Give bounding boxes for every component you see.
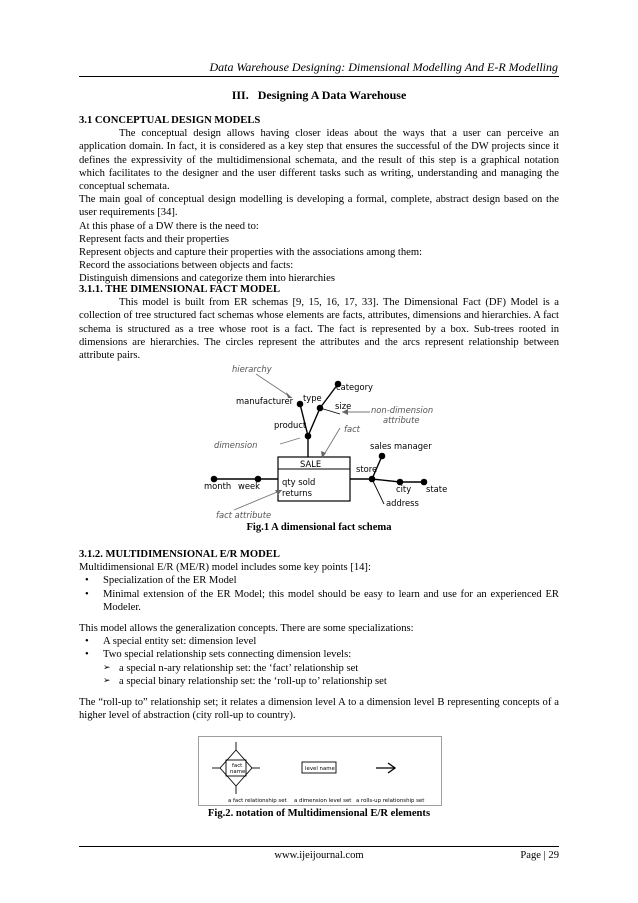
label-size: size	[335, 401, 352, 411]
list-item: • Minimal extension of the ER Model; this model should be easy to learn and use for an experienced ER Modeler.	[79, 588, 559, 614]
heading-3-1: 3.1 CONCEPTUAL DESIGN MODELS	[79, 115, 261, 126]
para-3-1-b: The main goal of conceptual design modelling is developing a formal, complete, abstract design based on the user requirements [34].	[79, 194, 559, 219]
label-store: store	[356, 464, 378, 474]
list-item: ➢ a special n-ary relationship set: the ‘fact’ relationship set	[79, 662, 559, 675]
label-non-dimension: non-dimension	[371, 405, 434, 415]
specializations-list	[79, 635, 559, 661]
footer-website: www.ijeijournal.com	[274, 850, 364, 861]
para-3-1-2-c: The “roll-up to” relationship set; it relates a dimension level A to a dimension level B representing concepts of a higher level of abstraction (city roll-up to country).	[79, 697, 559, 722]
footer-page-number: Page | 29	[520, 850, 559, 861]
para-3-1-1: This model is built from ER schemas [9, 15, 16, 17, 33]. The Dimensional Fact (DF) Model is a collection of tree structured fact schemas whose elements are facts, attributes, dimensions and hierarchies. A fact schema is structured as a tree whose root is a fact. The fact is represented by a box. Sub-trees rooted in dimensions are hierarchies. The circles represent the attributes and the arcs represent relationship between attribute pairs.	[79, 297, 559, 362]
arrow-fact-attribute	[234, 490, 282, 510]
caption-rollup-set: a rolls-up relationship set	[356, 798, 425, 804]
label-fact: fact	[344, 424, 360, 434]
label-dimension: dimension	[214, 440, 258, 450]
figure-2-mer-notation	[198, 736, 442, 806]
label-manufacturer: manufacturer	[236, 396, 294, 406]
node-product	[305, 433, 311, 439]
footer-rule	[79, 846, 559, 847]
spacer	[79, 614, 559, 622]
list-item: • A special entity set: dimension level	[79, 635, 559, 648]
label-attribute: attribute	[383, 415, 420, 425]
list-item: • Specialization of the ER Model	[79, 574, 559, 587]
para-3-1-a: The conceptual design allows having closer ideas about the ways that a user can perceive an application domain. In fact, it is considered as a key step that ensures the successful of the DW projects since it defines the expressivity of the multidimensional schemata, and the result of this step is a graphical notation which facilitates to the designer and the user different tasks such as writing, understanding and managing the conceptual schemata.	[79, 128, 559, 193]
figure-1-caption: Fig.1 A dimensional fact schema	[246, 522, 392, 533]
heading-3-1-2: 3.1.2. MULTIDIMENSIONAL E/R MODEL	[79, 549, 280, 560]
figure-1-dimensional-fact-schema	[200, 362, 450, 522]
label-sale: SALE	[300, 459, 322, 469]
running-header: Data Warehouse Designing: Dimensional Modelling And E-R Modelling	[209, 60, 558, 74]
label-hierarchy: hierarchy	[232, 364, 272, 374]
label-returns: returns	[282, 488, 312, 498]
label-type: type	[303, 393, 322, 403]
fact-label-2: name	[230, 769, 246, 775]
heading-3-1-1: 3.1.1. THE DIMENSIONAL FACT MODEL	[79, 284, 281, 295]
list-item: • Two special relationship sets connecting dimension levels:	[79, 648, 559, 661]
node-manufacturer	[297, 401, 303, 407]
label-product: product	[274, 420, 307, 430]
para-3-1-2-b: This model allows the generalization concepts. There are some specializations:	[79, 623, 414, 635]
node-store	[369, 476, 375, 482]
line-facts: Represent facts and their properties	[79, 233, 230, 245]
relationship-sets-list	[79, 662, 559, 688]
label-sales-manager: sales manager	[370, 441, 432, 451]
list-item: ➢ a special binary relationship set: the ‘roll-up to’ relationship set	[79, 675, 559, 688]
arrow-hierarchy	[256, 374, 292, 398]
spacer	[79, 688, 559, 696]
section-title: III. Designing A Data Warehouse	[231, 88, 407, 102]
label-qty-sold: qty sold	[282, 477, 316, 487]
level-name-label: level name	[305, 766, 335, 772]
edge-store-address	[372, 479, 384, 504]
edge-store-city	[372, 479, 400, 482]
label-month: month	[204, 481, 232, 491]
label-week: week	[238, 481, 261, 491]
label-category: category	[336, 382, 374, 392]
label-address: address	[386, 498, 419, 508]
fact-label-1: fact	[232, 763, 243, 769]
label-fact-attribute: fact attribute	[216, 510, 272, 520]
arrow-dimension	[280, 438, 300, 444]
para-3-1-2-intro: Multidimensional E/R (ME/R) model includes some key points [14]:	[79, 562, 371, 574]
line-associations: Record the associations between objects and facts:	[79, 260, 294, 272]
line-dimensions: Distinguish dimensions and categorize them into hierarchies	[79, 273, 335, 285]
line-need: At this phase of a DW there is the need to:	[79, 220, 259, 232]
node-type	[317, 405, 323, 411]
label-city: city	[396, 484, 412, 494]
figure-2-caption: Fig.2. notation of Multidimensional E/R elements	[207, 808, 431, 819]
caption-level-set: a dimension level set	[294, 798, 352, 804]
label-state: state	[426, 484, 448, 494]
header-rule	[79, 76, 559, 77]
section-3-1	[79, 114, 559, 286]
key-points-list	[79, 574, 559, 614]
edge-product-type	[308, 408, 320, 436]
node-sales-manager	[379, 453, 385, 459]
section-3-1-2	[79, 548, 559, 722]
line-objects: Represent objects and capture their properties with the associations among them:	[79, 247, 423, 259]
caption-fact-set: a fact relationship set	[228, 798, 287, 804]
section-3-1-1	[79, 283, 559, 362]
